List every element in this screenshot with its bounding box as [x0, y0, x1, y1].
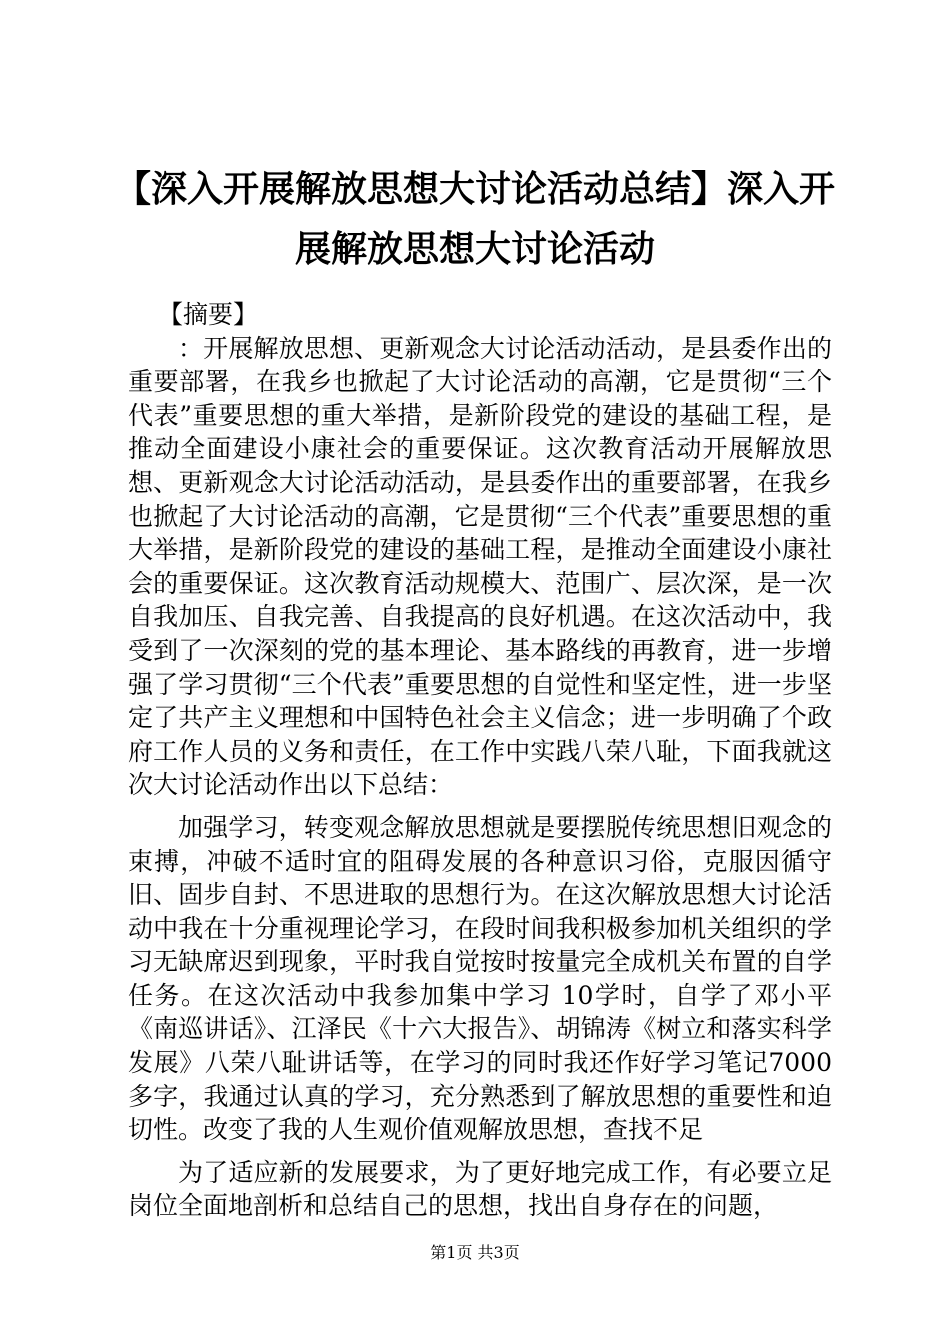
abstract-label: 【摘要】: [158, 300, 259, 329]
document-body: [128, 298, 832, 1223]
page-number-footer: 第1页 共3页: [430, 1243, 520, 1262]
document-title: 【深入开展解放思想大讨论活动总结】深入开展解放思想大讨论活动: [114, 169, 835, 270]
paragraph-1: ：开展解放思想、更新观念大讨论活动活动，是县委作出的重要部署，在我乡也掀起了大讨论活动的高潮，它是贯彻“三个代表”重要思想的重大举措，是新阶段党的建设的基础工程，是推动全面建设小康社会的重要保证。这次教育活动开展解放思想、更新观念大讨论活动活动，是县委作出的重要部署，在我乡也掀起了大讨论活动的高潮，它是贯彻“三个代表”重要思想的重大举措，是新阶段党的建设的基础工程，是推动全面建设小康社会的重要保证。这次教育活动规模大、范围广、层次深，是一次自我加压、自我完善、自我提高的良好机遇。在这次活动中，我受到了一次深刻的党的基本理论、基本路线的再教育，进一步增强了学习贯彻“三个代表”重要思想的自觉性和坚定性，进一步坚定了共产主义理想和中国特色社会主义信念；进一步明确了个政府工作人员的义务和责任，在工作中实践八荣八耻，下面我就这次大讨论活动作出以下总结：: [128, 333, 832, 800]
paragraph-3: 为了适应新的发展要求，为了更好地完成工作，有必要立足岗位全面地剖析和总结自己的思想，找出自身存在的问题，: [128, 1157, 832, 1221]
paragraph-2: 加强学习，转变观念解放思想就是要摆脱传统思想旧观念的束搏，冲破不适时宜的阻碍发展的各种意识习俗，克服因循守旧、固步自封、不思进取的思想行为。在这次解放思想大讨论活动中我在十分重视理论学习，在段时间我积极参加机关组织的学习无缺席迟到现象，平时我自觉按时按量完全成机关布置的自学任务。在这次活动中我参加集中学习 10学时，自学了邓小平《南巡讲话》、江泽民《十六大报告》、胡锦涛《树立和落实科学发展》八荣八耻讲话等，在学习的同时我还作好学习笔记7000多字，我通过认真的学习，充分熟悉到了解放思想的重要性和迫切性。改变了我的人生观价值观解放思想，查找不足: [128, 812, 832, 1145]
